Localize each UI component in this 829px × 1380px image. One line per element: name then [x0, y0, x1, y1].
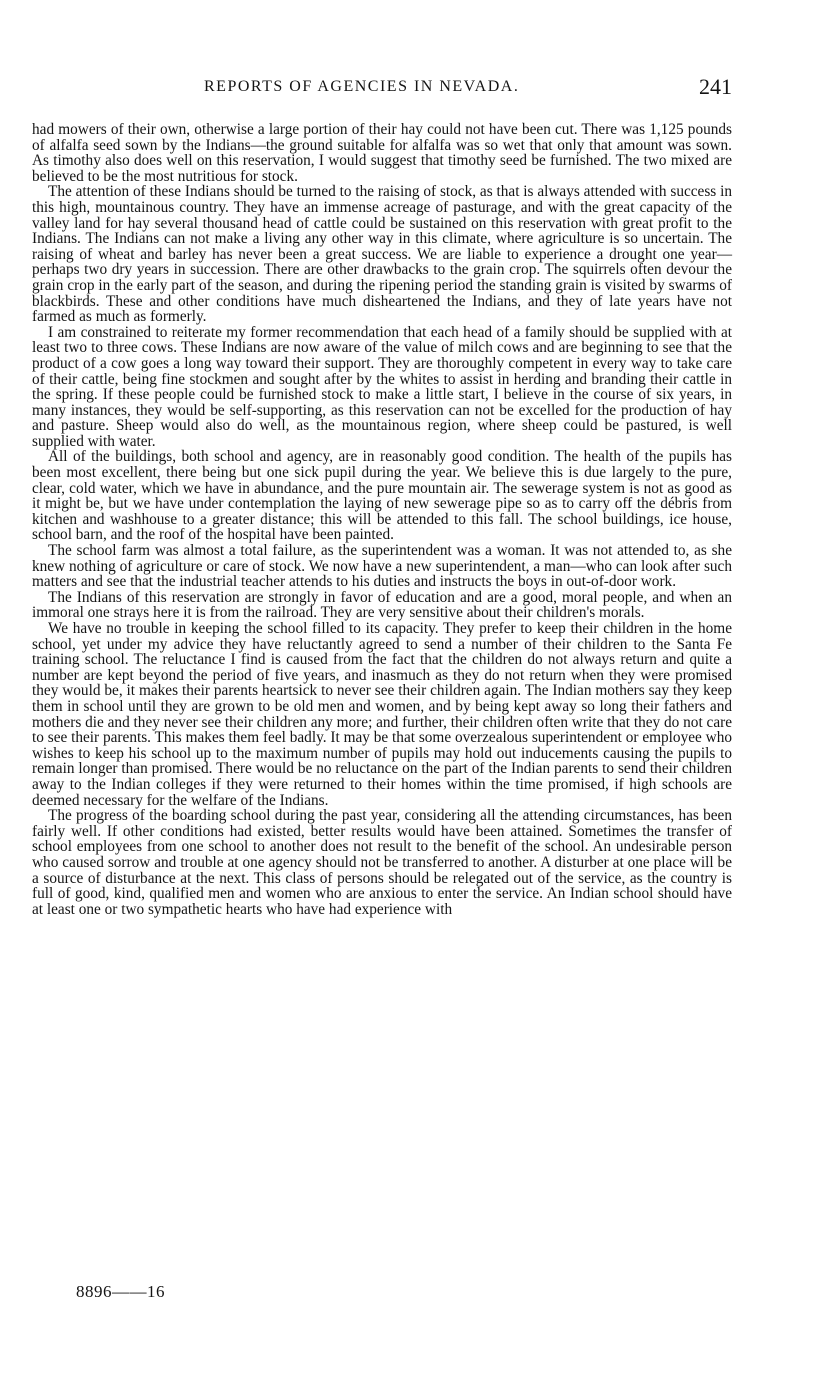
running-head: REPORTS OF AGENCIES IN NEVADA.	[204, 78, 520, 95]
paragraph-education-and-morals: The Indians of this reservation are strongly in favor of education and are a good, moral people, and when an immoral one strays here it is from the railroad. They are very sensitive about their children's morals.	[32, 588, 732, 622]
paragraph-school-attendance: We have no trouble in keeping the school filled to its capacity. They prefer to keep their children in the home school, yet under my advice they have reluctantly agreed to send a number of their children to the Santa Fe training school. The reluctance I find is caused from the fact that the children do not always return and quite a number are kept beyond the period of five years, and inasmuch as they do not return when they were promised they would be, it makes their parents heartsick to never see their children again. The Indian mothers say they keep them in school until they are grown to be old men and women, and by being kept away so long their fathers and mothers die and they never see their children any more; and further, their children often write that they do not care to see their parents. This makes them feel badly. It may be that some overzealous superintendent or employee who wishes to keep his school up to the maximum number of pupils may hold out inducements causing the pupils to remain longer than promised. There would be no reluctance on the part of the Indian parents to send their children away to the Indian colleges if they were returned to their homes within the time promised, if high schools are deemed necessary for the welfare of the Indians.	[32, 620, 732, 809]
signature-mark: 8896——16	[76, 1282, 165, 1301]
paragraph-stock-raising: The attention of these Indians should be turned to the raising of stock, as that is always attended with success in this high, mountainous country. They have an immense acreage of pasturage, and with the great capacity of the valley land for hay several thousand head of cattle could be sustained on this reservation with great profit to the Indians. The Indians can not make a living any other way in this climate, where agriculture is so uncertain. The raising of wheat and barley has never been a great success. We are liable to experience a drought one year—perhaps two dry years in succession. There are other drawbacks to the grain crop. The squirrels often devour the grain crop in the early part of the season, and during the ripening period the standing grain is visited by swarms of blackbirds. These and other conditions have much disheartened the Indians, and they of late years have not farmed as much as formerly.	[32, 183, 732, 326]
body-text	[32, 122, 732, 917]
page-header	[32, 74, 732, 104]
paragraph-school-farm: The school farm was almost a total failure, as the superintendent was a woman. It was not attended to, as she knew nothing of agriculture or care of stock. We now have a new superintendent, a man—who can look after such matters and see that the industrial teacher attends to his duties and instructs the boys in out-of-door work.	[32, 542, 732, 591]
paragraph-buildings-and-health: All of the buildings, both school and agency, are in reasonably good condition. The health of the pupils has been most excellent, there being but one sick pupil during the year. We believe this is due largely to the pure, clear, cold water, which we have in abundance, and the pure mountain air. The sewerage system is not as good as it might be, but we have under contemplation the laying of new sewerage pipe so as to carry off the débris from kitchen and washhouse to a greater distance; this will be attended to this fall. The school buildings, ice house, school barn, and the roof of the hospital have been painted.	[32, 448, 732, 544]
paragraph-hay-and-alfalfa: had mowers of their own, otherwise a large portion of their hay could not have been cut. There was 1,125 pounds of alfalfa seed sown by the Indians—the ground suitable for alfalfa was so wet that only that amount was sown. As timothy also does well on this reservation, I would suggest that timothy seed be furnished. The two mixed are believed to be the most nutritious for stock.	[32, 121, 732, 185]
page-number: 241	[699, 74, 732, 99]
paragraph-milch-cows: I am constrained to reiterate my former recommendation that each head of a family should be supplied with at least two to three cows. These Indians are now aware of the value of milch cows and are beginning to see that the product of a cow goes a long way toward their support. They are thoroughly competent in every way to take care of their cattle, being fine stockmen and sought after by the whites to assist in herding and branding their cattle in the spring. If these people could be furnished stock to make a little start, I believe in the course of six years, in many instances, they would be self-supporting, as this reservation can not be excelled for the production of hay and pasture. Sheep would also do well, as the mountainous region, where sheep could be pastured, is well supplied with water.	[32, 323, 732, 450]
paragraph-boarding-school-progress: The progress of the boarding school during the past year, considering all the attending circumstances, has been fairly well. If other conditions had existed, better results would have been attained. Sometimes the transfer of school employees from one school to another does not result to the benefit of the school. An undesirable person who caused sorrow and trouble at one agency should not be transferred to another. A disturber at one place will be a source of disturbance at the next. This class of persons should be relegated out of the service, as the country is full of good, kind, qualified men and women who are anxious to enter the service. An Indian school should have at least one or two sympathetic hearts who have had experience with	[32, 807, 732, 918]
